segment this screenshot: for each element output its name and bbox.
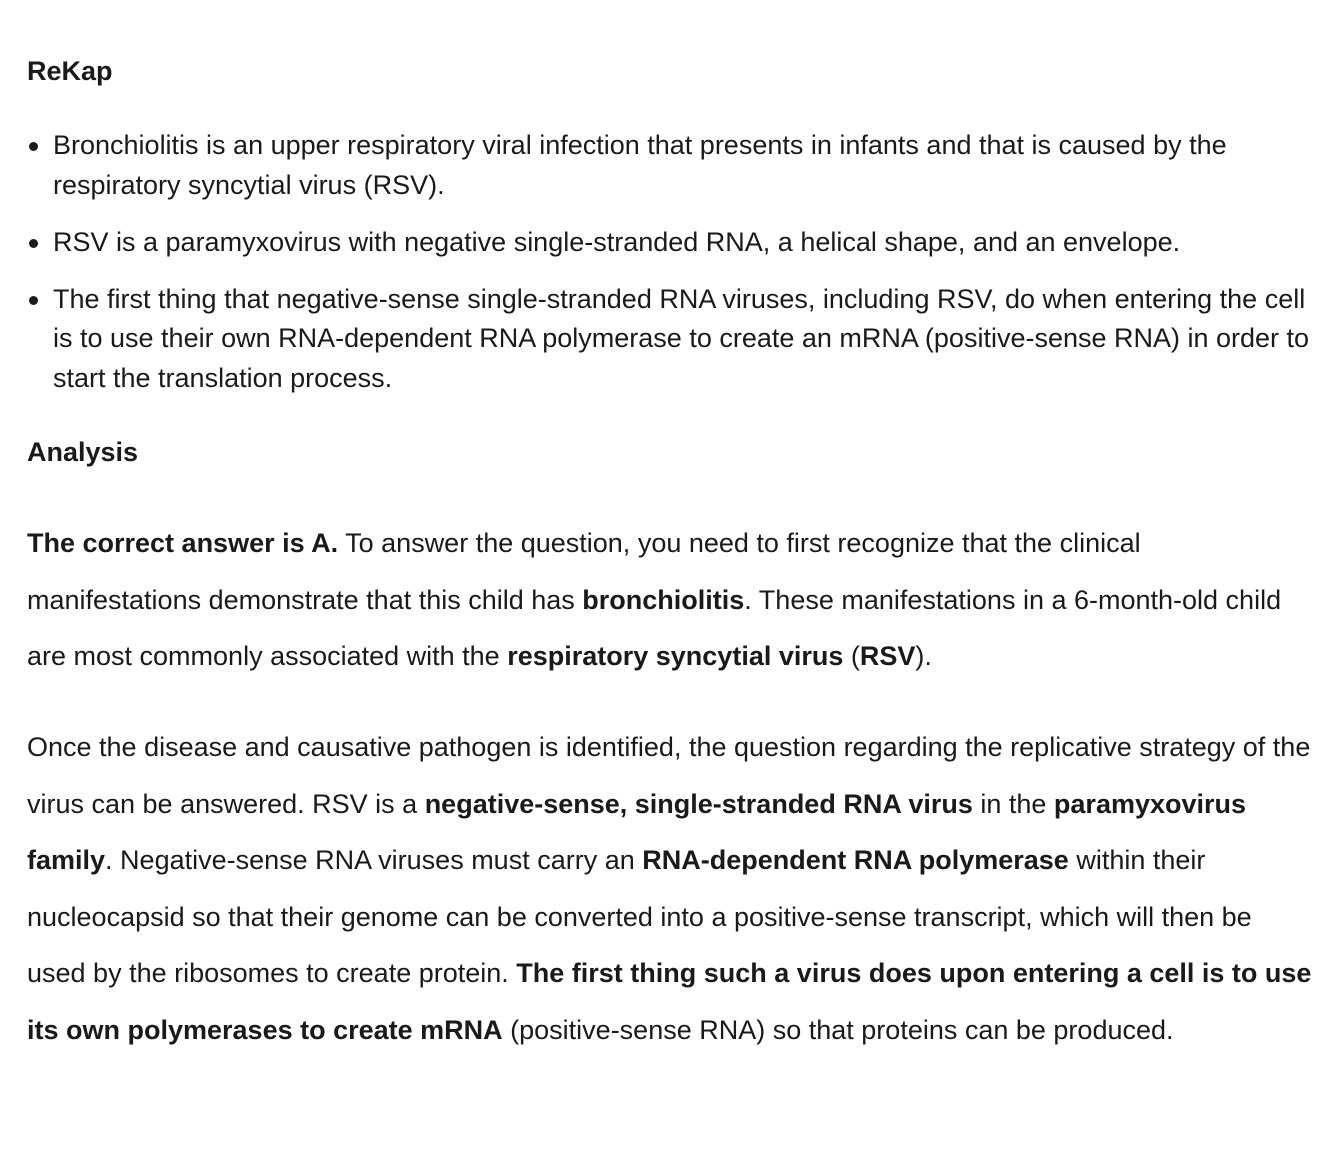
bold-term: paramyxovirus family: [27, 788, 1247, 875]
text-span: in the: [972, 788, 1054, 819]
text-span: within their nucleocapsid so that their genome can be converted into a positive-sense transcript, which will then be used by the ribosomes to create protein.: [27, 845, 1252, 988]
text-span: Once the disease and causative pathogen is identified, the question regarding the replicative strategy of the virus can be answered. RSV is a: [27, 732, 1311, 819]
recap-item-text: The first thing that negative-sense single-stranded RNA viruses, including RSV, do when entering the cell is to use their own RNA-dependent RNA polymerase to create an mRNA (positive-sense RNA) in order to start the translation process.: [53, 283, 1310, 393]
text-span: (: [843, 641, 860, 671]
bold-term: negative-sense, single-stranded RNA virus: [424, 788, 973, 819]
bullet-icon: [29, 296, 38, 305]
text-span: ).: [915, 641, 932, 671]
text-span: . These manifestations in a 6-month-old child are most commonly associated with the: [27, 584, 1282, 671]
bold-term: respiratory syncytial virus: [507, 641, 844, 671]
correct-answer-statement: The correct answer is A.: [27, 528, 339, 558]
list-item: [27, 280, 1317, 399]
analysis-heading: Analysis: [27, 437, 139, 467]
bold-term: RNA-dependent RNA polymerase: [642, 845, 1069, 875]
text-span: . Negative-sense RNA viruses must carry an: [105, 845, 643, 875]
analysis-paragraph-2: [27, 719, 1317, 1058]
analysis-paragraph-1: [27, 515, 1317, 685]
recap-item-text: RSV is a paramyxovirus with negative single-stranded RNA, a helical shape, and an envelope.: [53, 226, 1181, 257]
list-item: [27, 126, 1317, 205]
bold-term: RSV: [859, 641, 916, 671]
bold-term: bronchiolitis: [582, 584, 745, 615]
bullet-icon: [29, 239, 38, 248]
list-item: [27, 223, 1317, 263]
recap-heading: ReKap: [27, 56, 113, 86]
recap-list: [27, 126, 1317, 416]
recap-item-text: Bronchiolitis is an upper respiratory viral infection that presents in infants and that is caused by the respiratory syncytial virus (RSV).: [53, 130, 1227, 200]
text-span: To answer the question, you need to first recognize that the clinical manifestations demonstrate that this child has: [27, 528, 1141, 615]
bullet-icon: [29, 142, 38, 151]
text-span: (positive-sense RNA) so that proteins can be produced.: [502, 1014, 1174, 1045]
key-statement: The first thing such a virus does upon entering a cell is to use its own polymerases to create mRNA: [27, 958, 1312, 1045]
